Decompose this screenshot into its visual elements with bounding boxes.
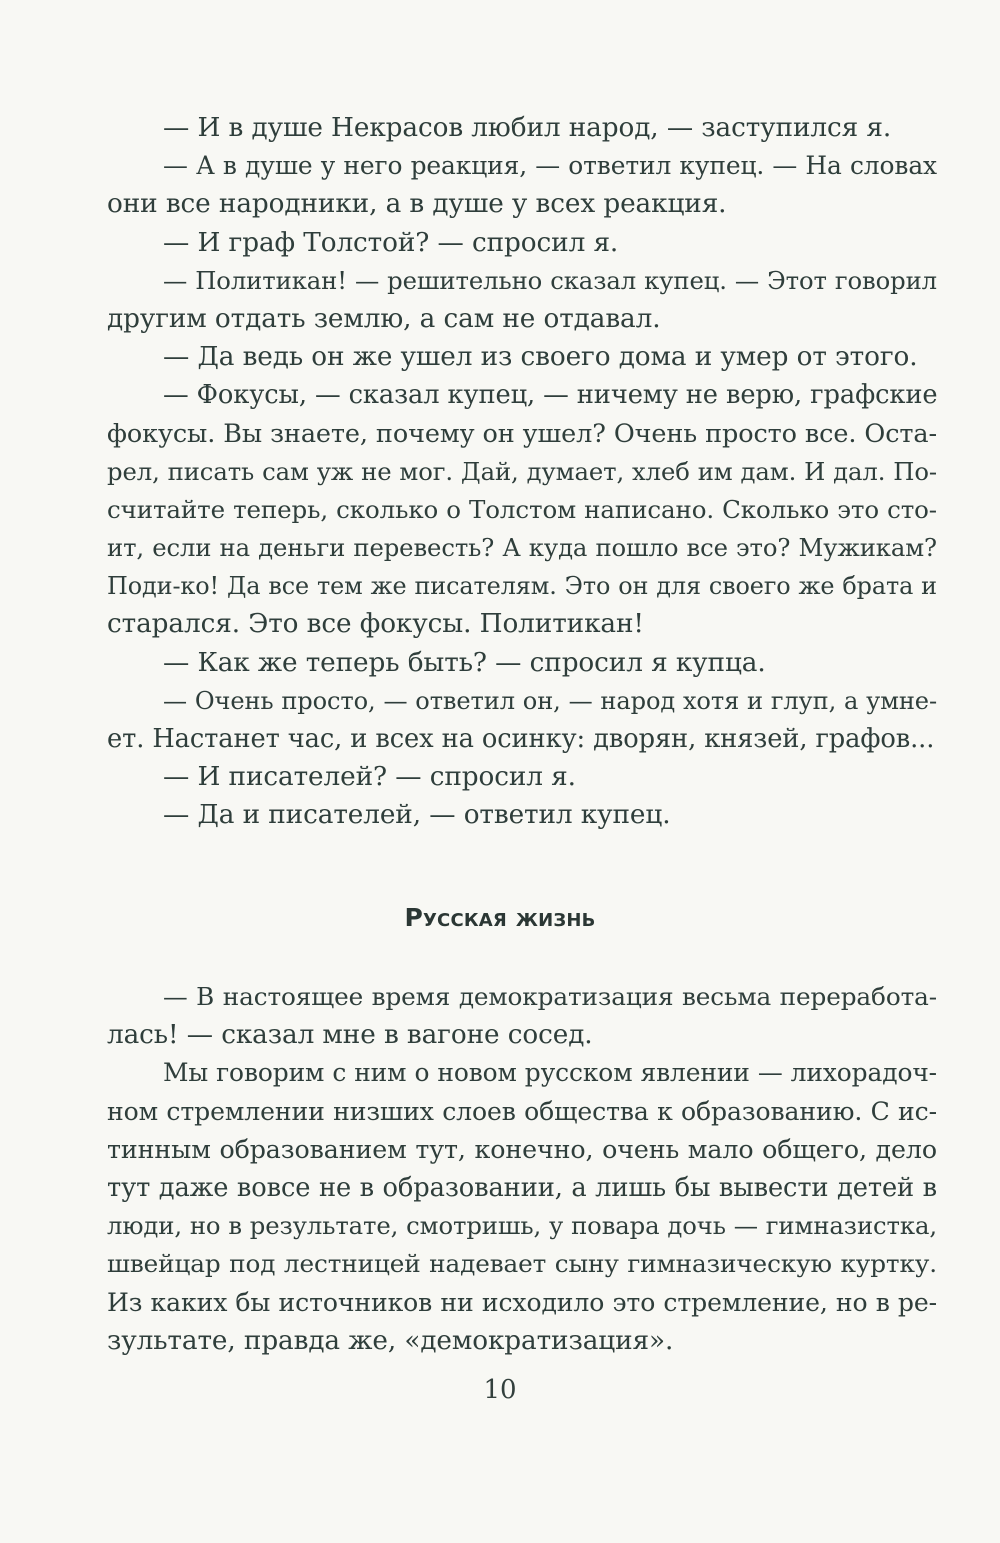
text-line: тут даже вовсе не в образовании, а лишь бы вывести детей в bbox=[107, 1172, 937, 1203]
text-line: ет. Настанет час, и всех на осинку: дворян, князей, графов... bbox=[107, 724, 935, 754]
text-line: Мы говорим с ним о новом русском явлении — лихорадоч- bbox=[163, 1058, 937, 1088]
text-line: Поди-ко! Да все тем же писателям. Это он для своего же брата и bbox=[107, 572, 937, 601]
text-line: другим отдать землю, а сам не отдавал. bbox=[107, 303, 661, 334]
dialogue-section bbox=[107, 109, 937, 835]
text-line: фокусы. Вы знаете, почему он ушел? Очень просто все. Оста- bbox=[107, 418, 937, 449]
text-line: зультате, правда же, «демократизация». bbox=[107, 1325, 674, 1356]
text-line: — Как же теперь быть? — спросил я купца. bbox=[163, 647, 766, 678]
text-line: люди, но в результате, смотришь, у повара дочь — гимназистка, bbox=[107, 1211, 937, 1241]
text-line: ит, если на деньги перевесть? А куда пошло все это? Мужикам? bbox=[107, 533, 937, 563]
text-line: — Да ведь он же ушел из своего дома и умер от этого. bbox=[163, 342, 918, 373]
text-line: — Политикан! — решительно сказал купец. — Этот говорил bbox=[163, 265, 937, 295]
text-line: — А в душе у него реакция, — ответил купец. — На словах bbox=[163, 151, 937, 181]
text-line: — Очень просто, — ответил он, — народ хотя и глуп, а умне- bbox=[163, 686, 937, 715]
text-line: — И писателей? — спросил я. bbox=[163, 762, 576, 793]
text-line: ном стремлении низших слоев общества к образованию. С ис- bbox=[107, 1096, 937, 1126]
text-line: — В настоящее время демократизация весьма переработа- bbox=[163, 982, 937, 1011]
essay-section bbox=[107, 978, 937, 1360]
text-line: считайте теперь, сколько о Толстом написано. Сколько это сто- bbox=[107, 494, 937, 524]
text-line: — Фокусы, — сказал купец, — ничему не верю, графские bbox=[163, 380, 938, 411]
text-line: лась! — сказал мне в вагоне сосед. bbox=[107, 1020, 593, 1051]
text-line: Из каких бы источников ни исходило это стремление, но в ре- bbox=[107, 1287, 937, 1317]
text-line: тинным образованием тут, конечно, очень мало общего, дело bbox=[107, 1134, 937, 1164]
text-line: швейцар под лестницей надевает сыну гимназическую куртку. bbox=[107, 1249, 937, 1279]
text-line: — И в душе Некрасов любил народ, — заступился я. bbox=[163, 113, 892, 143]
text-line: рел, писать сам уж не мог. Дай, думает, хлеб им дам. И дал. По- bbox=[107, 456, 937, 486]
text-line: они все народники, а в душе у всех реакция. bbox=[107, 189, 727, 220]
text-line: — Да и писателей, — ответил купец. bbox=[163, 800, 671, 831]
text-line: старался. Это все фокусы. Политикан! bbox=[107, 609, 644, 640]
section-heading: Русская жизнь bbox=[404, 903, 596, 932]
page-number: 10 bbox=[483, 1375, 517, 1405]
text-line: — И граф Толстой? — спросил я. bbox=[163, 227, 619, 258]
